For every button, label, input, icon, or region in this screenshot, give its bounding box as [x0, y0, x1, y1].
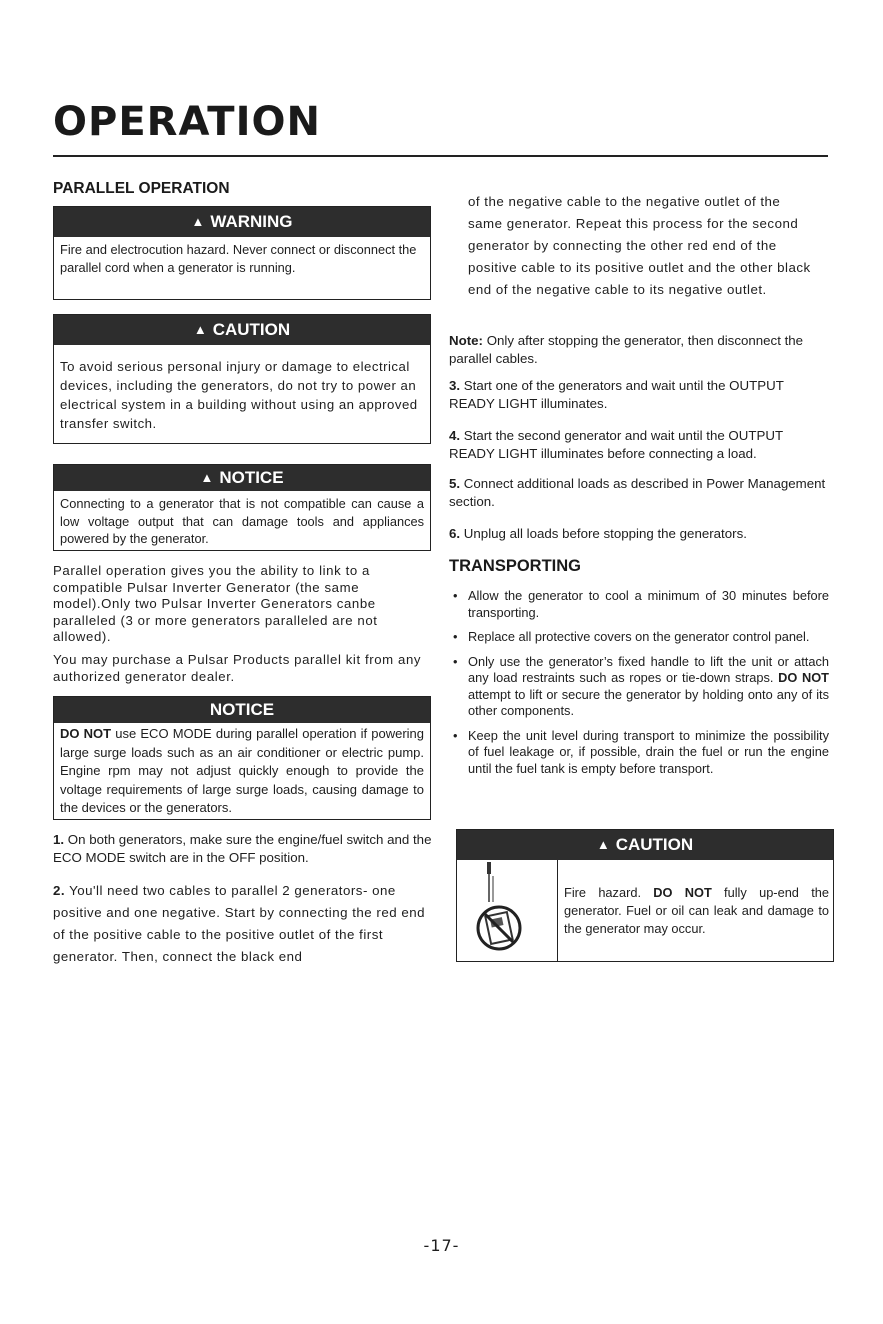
step-3-text: Start one of the generators and wait until the OUTPUT READY LIGHT illuminates.: [449, 378, 784, 411]
step-1-text: On both generators, make sure the engine/fuel switch and the ECO MODE switch are in the OFF position.: [53, 832, 432, 865]
caution-header: [54, 315, 430, 345]
list-item: • Keep the unit level during transport to minimize the possibility of fuel leakage or, if possible, drain the fuel or run the engine until the fuel tank is empty before transport.: [449, 728, 829, 778]
eco-notice-do-not: DO NOT: [60, 726, 112, 741]
warning-header: [54, 207, 430, 237]
transporting-heading: TRANSPORTING: [449, 557, 581, 575]
transporting-list: [449, 588, 829, 785]
step-3: [449, 377, 831, 413]
step-1: [53, 831, 433, 867]
step-5-text: Connect additional loads as described in Power Management section.: [449, 476, 826, 509]
step-6: [449, 525, 831, 543]
warning-box: [53, 206, 431, 300]
note: [449, 332, 831, 368]
page-number: -17-: [423, 1236, 460, 1255]
list-item: • Replace all protective covers on the generator control panel.: [449, 629, 829, 646]
notice-text: Connecting to a generator that is not compatible can cause a low voltage output that can damage tools and appliances powered by the generator.: [60, 496, 424, 546]
note-label: Note:: [449, 333, 483, 348]
notice-triangle-icon: ▲: [200, 470, 214, 485]
transport-caution-triangle-icon: ▲: [596, 837, 610, 852]
step-6-number: 6.: [449, 526, 461, 541]
warning-text: Fire and electrocution hazard. Never connect or disconnect the parallel cord when a generator is running.: [60, 242, 417, 275]
caution-triangle-icon: ▲: [193, 322, 207, 337]
step-2-number: 2.: [53, 883, 66, 898]
transport-caution-header: [457, 830, 833, 860]
step-4-number: 4.: [449, 428, 461, 443]
caution-label: CAUTION: [212, 320, 291, 339]
list-item: • Allow the generator to cool a minimum of 30 minutes before transporting.: [449, 588, 829, 621]
list-item: • Only use the generator’s fixed handle to lift the unit or attach any load restraints such as ropes or tie-down straps. DO NOT attempt to lift or secure the generator by holding onto any of its other components.: [449, 654, 829, 720]
notice-label: NOTICE: [219, 468, 284, 487]
transport-caution-box: [456, 829, 834, 962]
eco-mode-notice-box: [53, 696, 431, 820]
eco-notice-header: NOTICE: [54, 697, 430, 723]
title-divider: [53, 155, 828, 157]
notice-box: [53, 464, 431, 551]
parallel-operation-heading: PARALLEL OPERATION: [53, 180, 230, 197]
step-6-text: Unplug all loads before stopping the generators.: [463, 526, 747, 541]
step-5-number: 5.: [449, 476, 461, 491]
notice-header: [54, 465, 430, 491]
eco-notice-body: use ECO MODE during parallel operation if powering large surge loads such as an air conditioner or electric pump. Engine rpm may not adjust quickly enough to provide the voltage requirements of large surge loads, causing damage to the devices or the generators.: [60, 726, 424, 815]
page-title: OPERATION: [53, 99, 321, 145]
transport-caution-text: Fire hazard. DO NOT fully up-end the generator. Fuel or oil can leak and damage to the generator may occur.: [564, 885, 829, 936]
transport-caution-label: CAUTION: [615, 835, 694, 854]
caution-text: To avoid serious personal injury or damage to electrical devices, including the generators, do not try to power an electrical system in a building without using an approved transfer switch.: [60, 359, 418, 431]
note-text: Only after stopping the generator, then disconnect the parallel cables.: [449, 333, 804, 366]
step-1-number: 1.: [53, 832, 65, 847]
eco-notice-text: [54, 723, 430, 820]
step-3-number: 3.: [449, 378, 461, 393]
step-5: [449, 475, 831, 511]
step-4: [449, 427, 831, 463]
warning-triangle-icon: ▲: [191, 214, 205, 229]
step-4-text: Start the second generator and wait until the OUTPUT READY LIGHT illuminates before connecting a load.: [449, 428, 783, 461]
no-upend-illustration: [457, 860, 558, 961]
step-2-text: You'll need two cables to parallel 2 generators- one positive and one negative. Start by connecting the red end of the positive cable to the positive outlet of the first generator. Then, connect the black end: [53, 883, 425, 964]
parallel-kit-paragraph: You may purchase a Pulsar Products parallel kit from any authorized generator dealer.: [53, 652, 422, 684]
caution-box: [53, 314, 431, 444]
step-2: [53, 880, 433, 968]
parallel-intro-paragraph: Parallel operation gives you the ability to link to a compatible Pulsar Inverter Generator (the same model).Only two Pulsar Inverter Generators canbe paralleled (3 or more generators paralleled are not allowed).: [53, 563, 378, 644]
no-tip-generator-icon: [457, 860, 557, 961]
step-2-continued: of the negative cable to the negative outlet of the same generator. Repeat this process for the second generator by connecting the other red end of the positive cable to its positive outlet and the other black end of the negative cable to its negative outlet.: [468, 194, 811, 297]
warning-label: WARNING: [210, 212, 293, 231]
